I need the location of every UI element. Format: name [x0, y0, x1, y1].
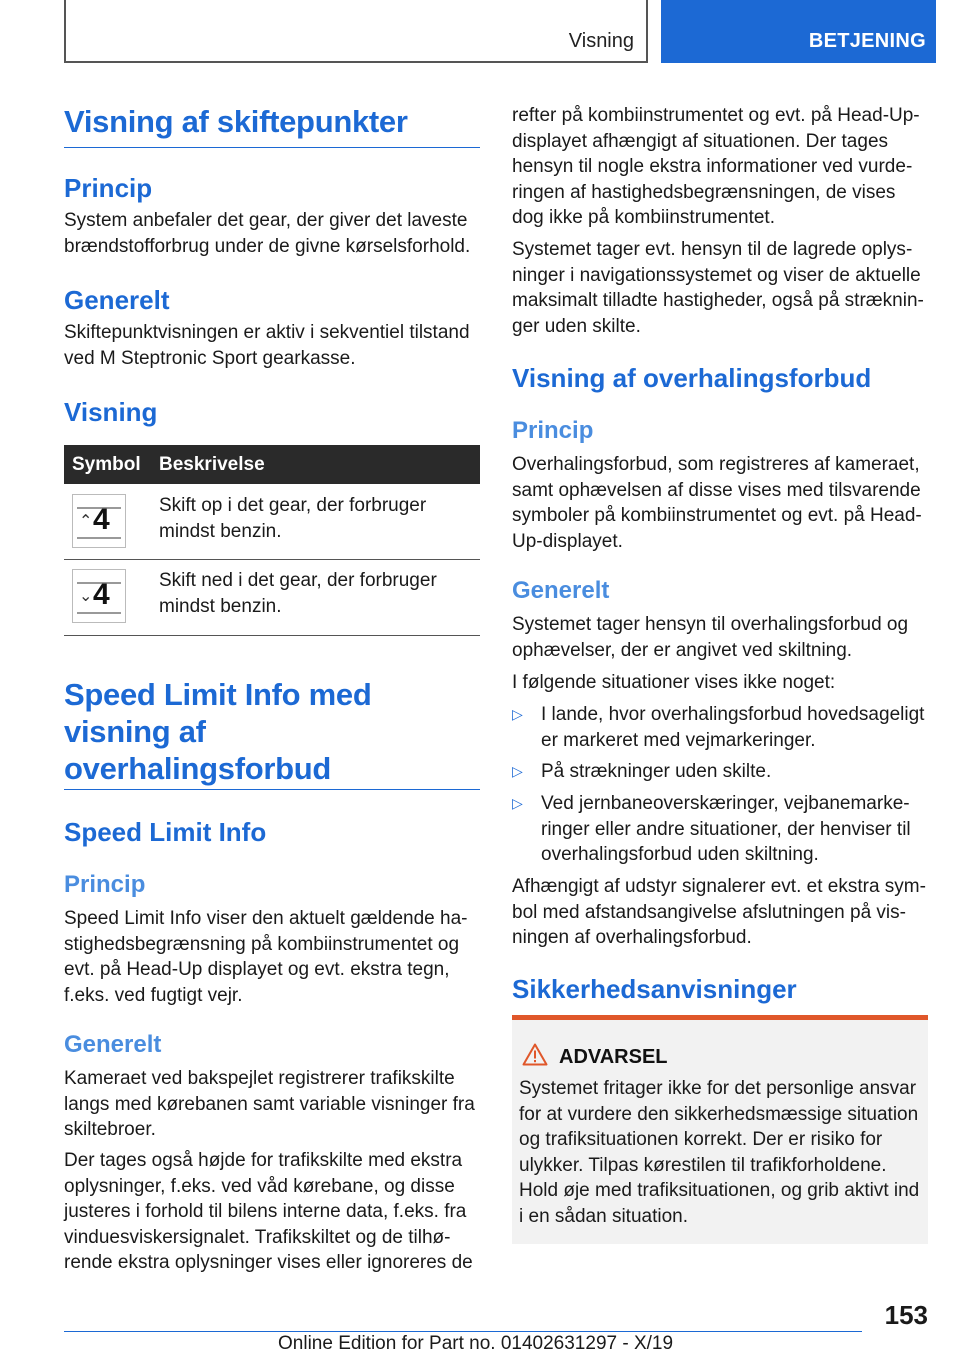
warning-triangle-icon: [522, 1043, 548, 1071]
header-section-tab: [64, 0, 648, 63]
heading-princip: Princip: [64, 173, 153, 203]
sli-generelt-p1: Kameraet ved bakspejlet registrerer trafikskilte langs med kørebanen samt variable visninger fra skiltebroer.: [64, 1068, 475, 1140]
heading-rule: [64, 147, 480, 148]
heading-shift-points: Visning af skiftepunkter: [64, 104, 408, 139]
princip-text: System anbefaler det gear, der giver det laveste brændstofforbrug under de givne kørselsforhold.: [64, 210, 471, 257]
list-item: ▷ På strækninger uden skilte.: [512, 759, 928, 785]
bullet-marker-icon: ▷: [512, 795, 523, 811]
generelt-text: Skiftepunktvisningen er aktiv i sekventiel tilstand ved M Steptronic Sport gearkasse.: [64, 322, 470, 369]
header-chapter-label: BETJENING: [808, 30, 926, 52]
footer-edition: Online Edition for Part no. 01402631297 - X/19: [278, 1333, 674, 1354]
warning-box: [512, 1015, 928, 1244]
warning-title: ADVARSEL: [559, 1046, 668, 1068]
table-cell-description: Skift ned i det gear, der forbruger mindst benzin.: [159, 570, 437, 617]
overtaking-p3: Afhængigt af udstyr signalerer evt. et ekstra symbol med afstandsangivelse afslutningen på visningen af overhalingsforbud.: [512, 876, 926, 948]
table-row: [64, 559, 480, 636]
sli-continued-text: refter på kombiinstrumentet og evt. på Head-Up-displayet afhængigt af situationen. Der tages hensyn til nogle ekstra informationer ved vurderingen af hastighedsbegrænsningen, de vises dog ikke på kombiinstrumentet.: [512, 105, 920, 228]
heading-generelt: Generelt: [64, 285, 170, 315]
heading-sli-princip: Princip: [64, 871, 146, 898]
heading-sli: Speed Limit Info: [64, 817, 267, 847]
shift-down-4-icon: ⌄ 4: [72, 569, 126, 623]
sli-navigation-text: Systemet tager evt. hensyn til de lagrede oplysninger i navigationssystemet og viser de aktuelle maksimalt tilladte hastigheder, også på strækninger uden skilte.: [512, 239, 924, 337]
bullet-marker-icon: ▷: [512, 706, 523, 722]
table-col-symbol: Symbol: [72, 454, 141, 475]
list-item: ▷ Ved jernbaneoverskæringer, vejbanemarkeringer eller andre situationer, der henviser til overhalingsforbud uden skiltning.: [512, 793, 911, 865]
table-row: [64, 484, 480, 560]
heading-overtaking: Visning af overhalingsforbud: [512, 363, 872, 393]
list-item: ▷ I lande, hvor overhalingsforbud hovedsageligt er markeret med vejmarkeringer.: [512, 704, 925, 751]
footer-rule: [64, 1331, 862, 1332]
heading-safety: Sikkerhedsanvisninger: [512, 974, 797, 1004]
shift-up-4-icon: ⌃ 4: [72, 494, 126, 548]
heading-visning: Visning: [64, 397, 158, 427]
heading-speed-limit-info: Speed Limit Info med visning af overhalingsforbud: [64, 677, 372, 786]
sli-princip-text: Speed Limit Info viser den aktuelt gældende hastighedsbegrænsning på kombiinstrumentet og evt. på Head-Up displayet og evt. ekstra tegn, f.eks. ved fugtigt vejr.: [64, 908, 468, 1006]
sli-generelt-p2: Der tages også højde for trafikskilte med ekstra oplysninger, f.eks. ved våd kørebane, og disse justeres i forhold til bilens interne data, f.eks. fra vinduesviskersignalet. Trafikskiltet og de tilhørende ekstra oplysninger vises eller ignoreres de: [64, 1150, 473, 1273]
overtaking-princip-text: Overhalingsforbud, som registreres af kameraet, samt ophævelsen af disse vises med tilsvarende symboler på kombiinstrumentet og evt. på Head-Up-displayet.: [512, 454, 922, 552]
warning-text: Systemet fritager ikke for det personlige ansvar for at vurdere den sikkerhedsmæssige situation og trafiksituationen korrekt. Der er risiko for ulykker. Tilpas kørestilen til trafikforholdene. Hold øje med trafiksituationen, og grib aktivt ind i en sådan situation.: [519, 1078, 920, 1227]
overtaking-generelt-p2: I følgende situationer vises ikke noget:: [512, 672, 836, 693]
header-chapter-tab: [661, 0, 936, 63]
page-number: 153: [884, 1300, 928, 1330]
heading-rule: [64, 789, 480, 790]
section-shift-points: [64, 103, 480, 140]
heading-sli-generelt: Generelt: [64, 1031, 162, 1058]
table-header: [64, 445, 480, 484]
heading-overtaking-generelt: Generelt: [512, 577, 610, 604]
heading-overtaking-princip: Princip: [512, 417, 594, 444]
bullet-marker-icon: ▷: [512, 763, 523, 779]
overtaking-generelt-p1: Systemet tager hensyn til overhalingsforbud og ophævelser, der er angivet ved skiltning.: [512, 614, 909, 661]
table-col-description: Beskrivelse: [159, 454, 265, 475]
table-cell-description: Skift op i det gear, der forbruger mindst benzin.: [159, 495, 427, 542]
header-section-label: Visning: [568, 30, 634, 52]
